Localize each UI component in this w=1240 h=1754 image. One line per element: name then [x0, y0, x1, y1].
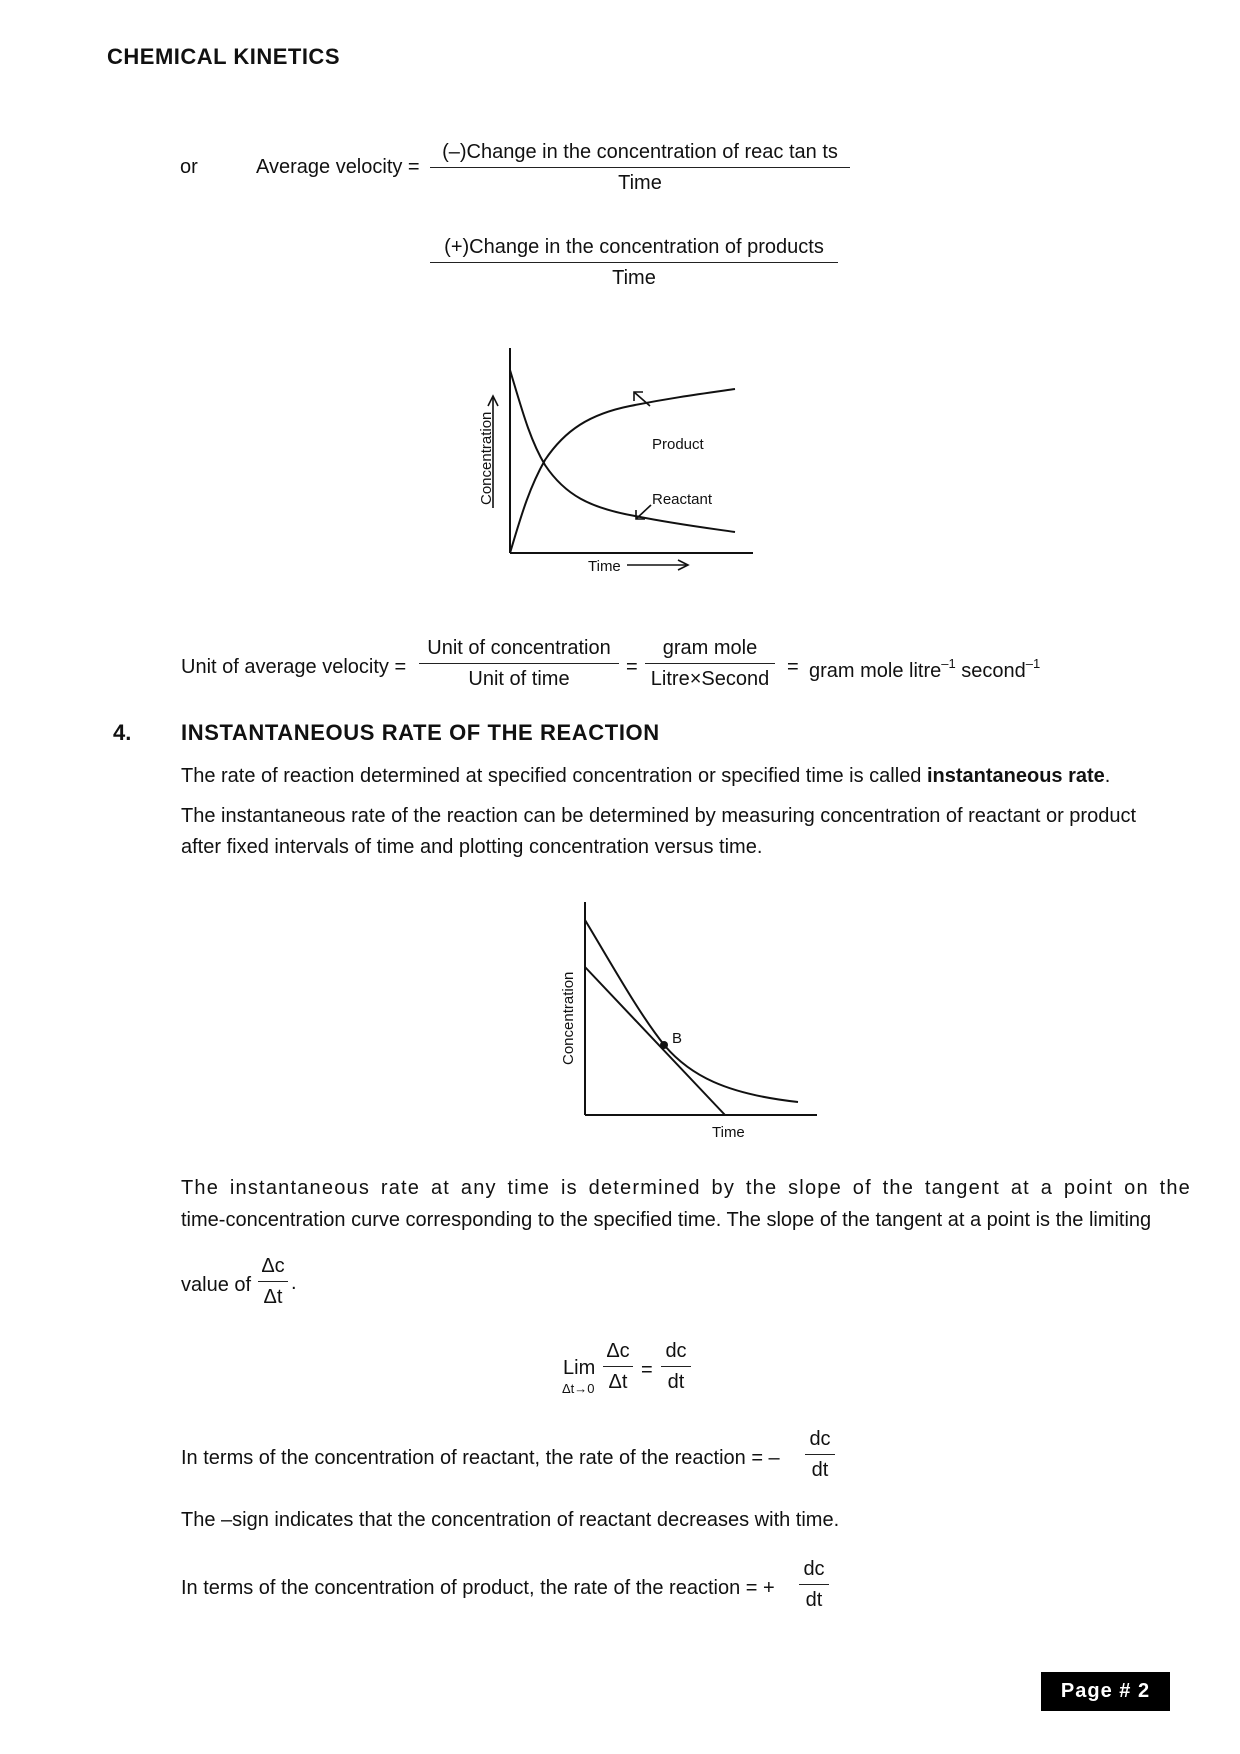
y-axis-label: Concentration [478, 411, 495, 505]
point-b-label: B [672, 1030, 683, 1047]
section-title: INSTANTANEOUS RATE OF THE REACTION [181, 720, 660, 745]
limit-fraction-delta [603, 1338, 633, 1395]
fraction-denominator: dt [667, 1371, 685, 1393]
fraction-numerator: (+)Change in the concentration of products [444, 236, 824, 258]
tangent-diagram [545, 890, 835, 1140]
limit-fraction-derivative [661, 1338, 691, 1395]
instantaneous-rate-definition [181, 761, 1110, 792]
fraction-bar [419, 663, 619, 664]
fraction-numerator: (–)Change in the concentration of reac tan ts [442, 141, 838, 163]
fraction-denominator: Litre×Second [650, 668, 770, 690]
average-velocity-fraction-reactants [430, 139, 850, 196]
concentration-time-diagram [470, 330, 790, 590]
superscript: –1 [1025, 656, 1041, 671]
or-label: or [180, 156, 198, 178]
equals-sign: = [626, 656, 638, 678]
reactant-label: Reactant [652, 491, 713, 508]
y-axis-label: Concentration [560, 971, 577, 1065]
fraction-denominator: dt [811, 1459, 829, 1481]
unit-result-litre: gram mole litre [809, 660, 942, 682]
product-curve [510, 389, 735, 553]
page-header-title: CHEMICAL KINETICS [107, 44, 340, 69]
fraction-bar [430, 167, 850, 168]
fraction-numerator: dc [803, 1558, 825, 1580]
fraction-denominator: Time [612, 267, 656, 289]
tangent-line [585, 967, 725, 1115]
paragraph-line: The instantaneous rate of the reaction can be determined by measuring concentration of reactant or product [181, 805, 1137, 827]
product-label: Product [652, 436, 704, 453]
unit-velocity-lhs: Unit of average velocity = [181, 656, 407, 678]
period: . [291, 1272, 297, 1294]
definition-text: The rate of reaction determined at specified concentration or specified time is called [181, 765, 927, 787]
fraction-denominator: Δt [263, 1286, 283, 1308]
fraction-numerator: dc [665, 1340, 687, 1362]
fraction-bar [430, 262, 838, 263]
superscript: –1 [941, 656, 956, 671]
average-velocity-lhs: Average velocity = [256, 156, 420, 178]
fraction-numerator: Δc [261, 1255, 285, 1277]
fraction-numerator: Δc [606, 1340, 630, 1362]
fraction-bar [258, 1281, 288, 1282]
paragraph-line: The instantaneous rate at any time is determined by the slope of the tangent at a point on the [181, 1177, 1191, 1199]
reactant-rate-text: In terms of the concentration of reactant, the rate of the reaction = – [181, 1447, 780, 1469]
fraction-numerator: dc [809, 1428, 831, 1450]
unit-fraction-concentration-time [419, 635, 619, 692]
fraction-bar [799, 1584, 829, 1585]
unit-fraction-gram-mole [645, 635, 775, 692]
average-velocity-fraction-products [430, 234, 838, 291]
sign-note: The –sign indicates that the concentration of reactant decreases with time. [181, 1509, 840, 1531]
x-axis-label: Time [712, 1124, 745, 1140]
equals-sign: = [641, 1359, 653, 1381]
definition-period: . [1104, 765, 1111, 787]
concentration-curve [585, 920, 798, 1102]
equals-sign: = [787, 656, 799, 678]
definition-term: instantaneous rate [926, 765, 1105, 787]
page-number-badge: Page # 2 [1041, 1672, 1170, 1711]
reactant-rate-fraction [805, 1426, 835, 1483]
fraction-numerator: gram mole [662, 637, 758, 659]
fraction-bar [645, 663, 775, 664]
delta-c-over-delta-t [258, 1253, 288, 1310]
section-number: 4. [113, 720, 132, 745]
fraction-bar [805, 1454, 835, 1455]
fraction-bar [603, 1366, 633, 1367]
lim-label: Lim [563, 1357, 596, 1379]
fraction-denominator: Unit of time [468, 668, 570, 690]
value-of-label: value of [181, 1274, 252, 1296]
fraction-denominator: Time [618, 172, 662, 194]
x-axis-label: Time [588, 558, 621, 575]
fraction-bar [661, 1366, 691, 1367]
product-rate-fraction [799, 1556, 829, 1613]
fraction-numerator: Unit of concentration [427, 637, 611, 659]
paragraph-line: after fixed intervals of time and plotting concentration versus time. [181, 836, 763, 858]
lim-subscript: Δt→0 [562, 1381, 595, 1396]
fraction-denominator: Δt [608, 1371, 628, 1393]
point-b-marker [660, 1041, 668, 1049]
product-rate-text: In terms of the concentration of product, the rate of the reaction = + [181, 1577, 775, 1599]
unit-result [809, 656, 1040, 683]
paragraph-line: time-concentration curve corresponding to the specified time. The slope of the tangent at a point is the limiting [181, 1209, 1152, 1231]
unit-result-second: second [955, 660, 1026, 682]
fraction-denominator: dt [805, 1589, 823, 1611]
